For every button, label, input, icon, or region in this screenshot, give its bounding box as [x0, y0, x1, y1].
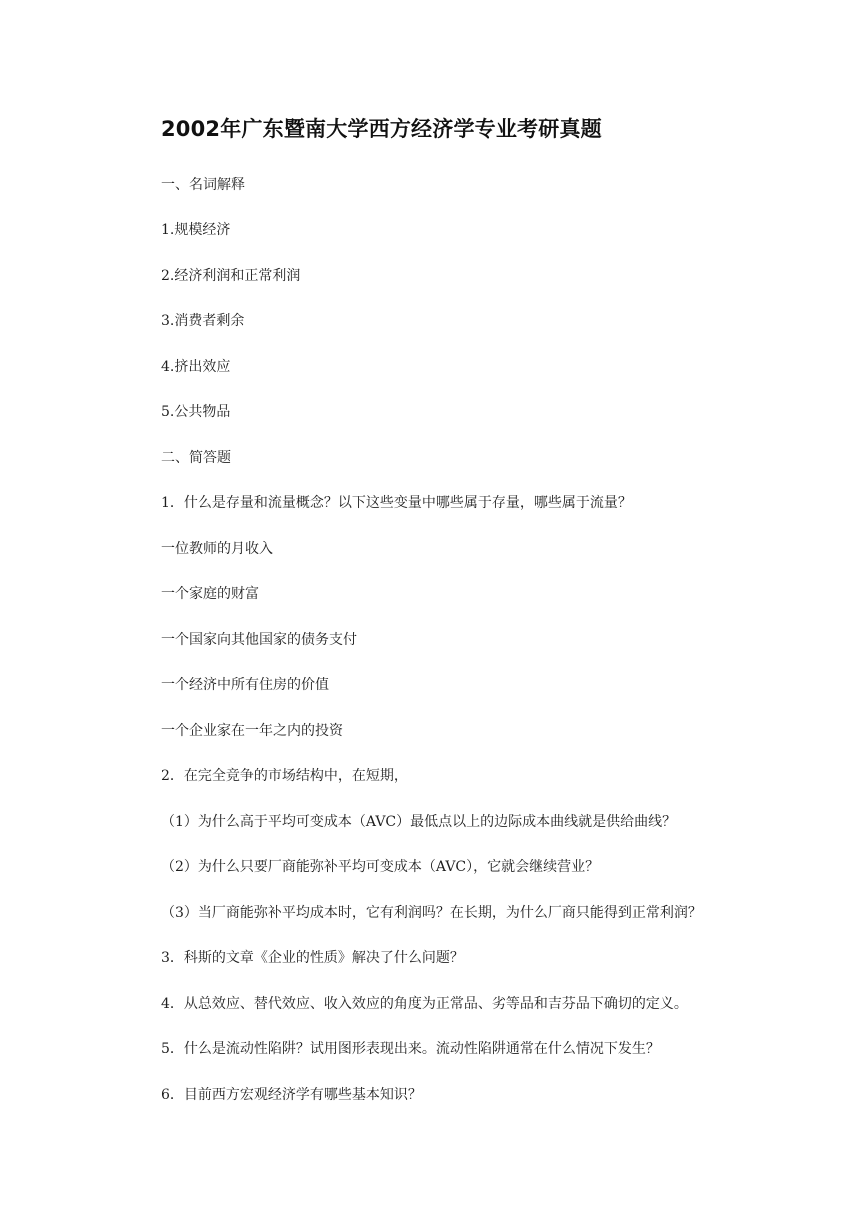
- term-item: 3.消费者剩余: [161, 313, 245, 329]
- term-item: 2.经济利润和正常利润: [161, 268, 301, 284]
- section-heading-definitions: 一、名词解释: [161, 177, 245, 193]
- term-item: 4.挤出效应: [161, 359, 231, 375]
- term-item: 1.规模经济: [161, 222, 231, 238]
- sub-item: 一个经济中所有住房的价值: [161, 677, 329, 693]
- question-item: 4．从总效应、替代效应、收入效应的角度为正常品、劣等品和吉芬品下确切的定义。: [161, 996, 688, 1012]
- question-item: 5．什么是流动性陷阱？试用图形表现出来。流动性陷阱通常在什么情况下发生？: [161, 1041, 660, 1057]
- question-item: 1．什么是存量和流量概念？以下这些变量中哪些属于存量，哪些属于流量？: [161, 495, 632, 511]
- question-item: 6．目前西方宏观经济学有哪些基本知识？: [161, 1087, 422, 1103]
- sub-item: 一个家庭的财富: [161, 586, 259, 602]
- term-item: 5.公共物品: [161, 404, 231, 420]
- question-item: 3．科斯的文章《企业的性质》解决了什么问题？: [161, 950, 464, 966]
- sub-question: （1）为什么高于平均可变成本（AVC）最低点以上的边际成本曲线就是供给曲线？: [161, 814, 677, 830]
- question-item: 2．在完全竞争的市场结构中，在短期，: [161, 768, 408, 784]
- sub-question: （3）当厂商能弥补平均成本时，它有利润吗？在长期，为什么厂商只能得到正常利润？: [161, 905, 702, 921]
- sub-item: 一个企业家在一年之内的投资: [161, 723, 343, 739]
- sub-item: 一位教师的月收入: [161, 541, 273, 557]
- sub-item: 一个国家向其他国家的债务支付: [161, 632, 357, 648]
- section-heading-short-answer: 二、简答题: [161, 450, 231, 466]
- sub-question: （2）为什么只要厂商能弥补平均可变成本（AVC），它就会继续营业？: [161, 859, 600, 875]
- page-title: 2002年广东暨南大学西方经济学专业考研真题: [161, 117, 602, 141]
